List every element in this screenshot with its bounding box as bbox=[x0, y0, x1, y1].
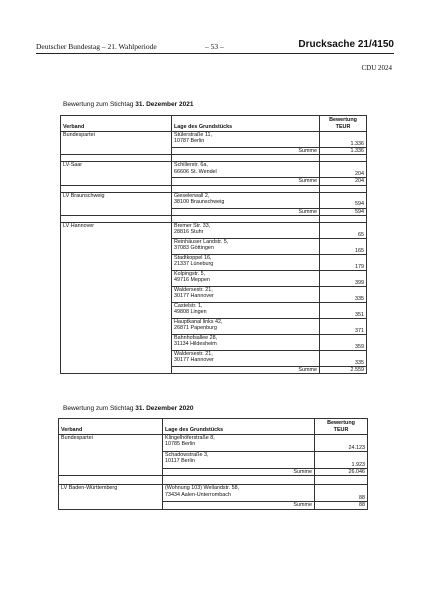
gap-cell bbox=[61, 185, 172, 192]
address-city: 10787 Berlin bbox=[174, 138, 205, 145]
doc-label: Drucksache 21/ bbox=[298, 39, 372, 50]
page-number: – 53 – bbox=[205, 42, 224, 51]
address-city: 26871 Papenburg bbox=[174, 325, 217, 332]
header-rule bbox=[36, 53, 394, 54]
table2-body bbox=[59, 435, 368, 510]
value-cell: 1.336 bbox=[320, 132, 367, 148]
address-street: Stadtkoppel 16, bbox=[174, 254, 212, 261]
valuation-table-2021 bbox=[60, 115, 367, 374]
table2-caption-date: 31. Dezember 2020 bbox=[135, 405, 194, 412]
sum-label: Summe bbox=[172, 148, 320, 155]
party-label: CDU 2024 bbox=[361, 64, 392, 72]
doc-number: 4150 bbox=[371, 39, 394, 50]
sum-label: Summe bbox=[172, 366, 320, 373]
gap-cell bbox=[61, 215, 172, 222]
address-cell bbox=[172, 192, 320, 208]
table1-caption-date: 31. Dezember 2021 bbox=[135, 101, 194, 108]
address-street: Bahnhofsallee 28, bbox=[174, 334, 218, 341]
address-city: 49716 Meppen bbox=[174, 277, 210, 284]
table2-col-lage: Lage des Grundstücks bbox=[163, 419, 315, 435]
address-cell bbox=[172, 318, 320, 334]
address-cell bbox=[172, 238, 320, 254]
sum-value: 2.559 bbox=[320, 366, 367, 373]
value-cell: 399 bbox=[320, 270, 367, 286]
value-cell: 335 bbox=[320, 350, 367, 366]
address-city: 30177 Hannover bbox=[174, 293, 214, 300]
table-row bbox=[59, 485, 368, 502]
gap-cell bbox=[320, 185, 367, 192]
gap-cell bbox=[61, 155, 172, 162]
address-city: 30177 Hannover bbox=[174, 357, 214, 364]
address-city: 10117 Berlin bbox=[165, 458, 195, 465]
value-cell: 351 bbox=[320, 302, 367, 318]
verband-cell: LV Braunschweig bbox=[61, 192, 172, 215]
table1-col-bewertung-1: Bewertung bbox=[329, 117, 357, 123]
address-cell bbox=[172, 222, 320, 238]
address-city: 38100 Braunschweig bbox=[174, 198, 225, 205]
sum-value: 26.046 bbox=[315, 469, 368, 476]
table-row bbox=[59, 435, 368, 452]
address-cell bbox=[172, 162, 320, 178]
sum-value: 1.336 bbox=[320, 148, 367, 155]
sum-value: 594 bbox=[320, 208, 367, 215]
table2-header-row bbox=[59, 419, 368, 435]
table2-col-bewertung-1: Bewertung bbox=[327, 420, 355, 426]
value-cell: 24.123 bbox=[315, 435, 368, 452]
address-street: Stülerstraße 11, bbox=[174, 132, 212, 138]
table2-col-bewertung bbox=[315, 419, 368, 435]
address-city: 49808 Lingen bbox=[174, 309, 207, 316]
address-street: Schillerstr. 6a, bbox=[174, 162, 208, 169]
table1-caption bbox=[63, 101, 193, 108]
address-street: Waldersestr. 21, bbox=[174, 350, 213, 357]
address-city: 21337 Lüneburg bbox=[174, 261, 214, 268]
address-cell bbox=[172, 286, 320, 302]
value-cell: 204 bbox=[320, 162, 367, 178]
table1-col-bewertung bbox=[320, 116, 367, 132]
address-city: 10785 Berlin bbox=[165, 441, 196, 448]
gap-cell bbox=[163, 476, 315, 485]
gap-cell bbox=[59, 476, 163, 485]
address-street: Schadowstraße 3, bbox=[165, 452, 209, 458]
verband-cell: LV Baden-Württemberg bbox=[59, 485, 163, 509]
value-cell: 594 bbox=[320, 192, 367, 208]
sum-label: Summe bbox=[163, 502, 315, 509]
address-cell bbox=[172, 302, 320, 318]
value-cell: 359 bbox=[320, 334, 367, 350]
address-cell bbox=[172, 132, 320, 148]
value-cell: 335 bbox=[320, 286, 367, 302]
sum-label: Summe bbox=[172, 208, 320, 215]
address-street: Hauptkanal links 42, bbox=[174, 318, 223, 325]
group-gap bbox=[61, 215, 367, 222]
table1-col-bewertung-2: TEUR bbox=[335, 123, 351, 130]
address-street: Reinhäuser Landstr. 5, bbox=[174, 238, 229, 245]
value-cell: 165 bbox=[320, 238, 367, 254]
address-cell bbox=[172, 334, 320, 350]
table1-header-row bbox=[61, 116, 367, 132]
address-street: Bremer Str. 33, bbox=[174, 222, 211, 229]
address-street: Gieselerwall 2, bbox=[174, 192, 210, 199]
address-street: (Wohnung 103) Wellandstr. 58, bbox=[165, 485, 240, 492]
verband-cell: LV Hannover bbox=[61, 222, 172, 373]
verband-cell: LV-Saar bbox=[61, 162, 172, 185]
table1-col-lage: Lage des Grundstücks bbox=[172, 116, 320, 132]
gap-cell bbox=[172, 155, 320, 162]
table-row bbox=[61, 132, 367, 148]
address-cell bbox=[172, 254, 320, 270]
address-city: 66606 St. Wendel bbox=[174, 168, 217, 175]
table1-body bbox=[61, 132, 367, 374]
address-street: Kolpingstr. 5, bbox=[174, 270, 206, 277]
gap-cell bbox=[172, 185, 320, 192]
table1-col-verband: Verband bbox=[61, 116, 172, 132]
address-city: 73434 Aalen-Unterrombach bbox=[165, 491, 231, 498]
table-row bbox=[61, 222, 367, 238]
table2-col-bewertung-2: TEUR bbox=[333, 426, 349, 433]
group-gap bbox=[61, 155, 367, 162]
table2-caption bbox=[63, 405, 193, 412]
address-city: 37083 Göttingen bbox=[174, 245, 214, 252]
verband-cell: Bundespartei bbox=[59, 435, 163, 476]
address-street: Klingelhöferstraße 8, bbox=[165, 435, 215, 441]
address-street: Waldersestr. 21, bbox=[174, 286, 213, 293]
value-cell: 371 bbox=[320, 318, 367, 334]
group-gap bbox=[59, 476, 368, 485]
gap-cell bbox=[315, 476, 368, 485]
table1-caption-prefix: Bewertung zum Stichtag bbox=[63, 101, 136, 108]
table-row bbox=[61, 162, 367, 178]
table-row bbox=[61, 192, 367, 208]
address-cell bbox=[163, 435, 315, 452]
value-cell: 88 bbox=[315, 485, 368, 502]
value-cell: 1.923 bbox=[315, 452, 368, 469]
document-number bbox=[298, 39, 394, 50]
address-street: Castelstr. 1, bbox=[174, 302, 203, 309]
table2-caption-prefix: Bewertung zum Stichtag bbox=[63, 405, 136, 412]
address-cell bbox=[172, 270, 320, 286]
value-cell: 179 bbox=[320, 254, 367, 270]
address-cell bbox=[163, 452, 315, 469]
sum-label: Summe bbox=[172, 178, 320, 185]
group-gap bbox=[61, 185, 367, 192]
address-city: 31134 Hildesheim bbox=[174, 341, 217, 348]
address-cell bbox=[163, 485, 315, 502]
table2-col-verband: Verband bbox=[59, 419, 163, 435]
gap-cell bbox=[172, 215, 320, 222]
value-cell: 65 bbox=[320, 222, 367, 238]
gap-cell bbox=[320, 155, 367, 162]
valuation-table-2020 bbox=[58, 418, 368, 510]
address-cell bbox=[172, 350, 320, 366]
gap-cell bbox=[320, 215, 367, 222]
verband-cell: Bundespartei bbox=[61, 132, 172, 155]
sum-label: Summe bbox=[163, 469, 315, 476]
sum-value: 88 bbox=[315, 502, 368, 509]
sum-value: 204 bbox=[320, 178, 367, 185]
header-left: Deutscher Bundestag – 21. Wahlperiode bbox=[36, 42, 157, 51]
address-city: 28816 Stuhr bbox=[174, 229, 204, 236]
